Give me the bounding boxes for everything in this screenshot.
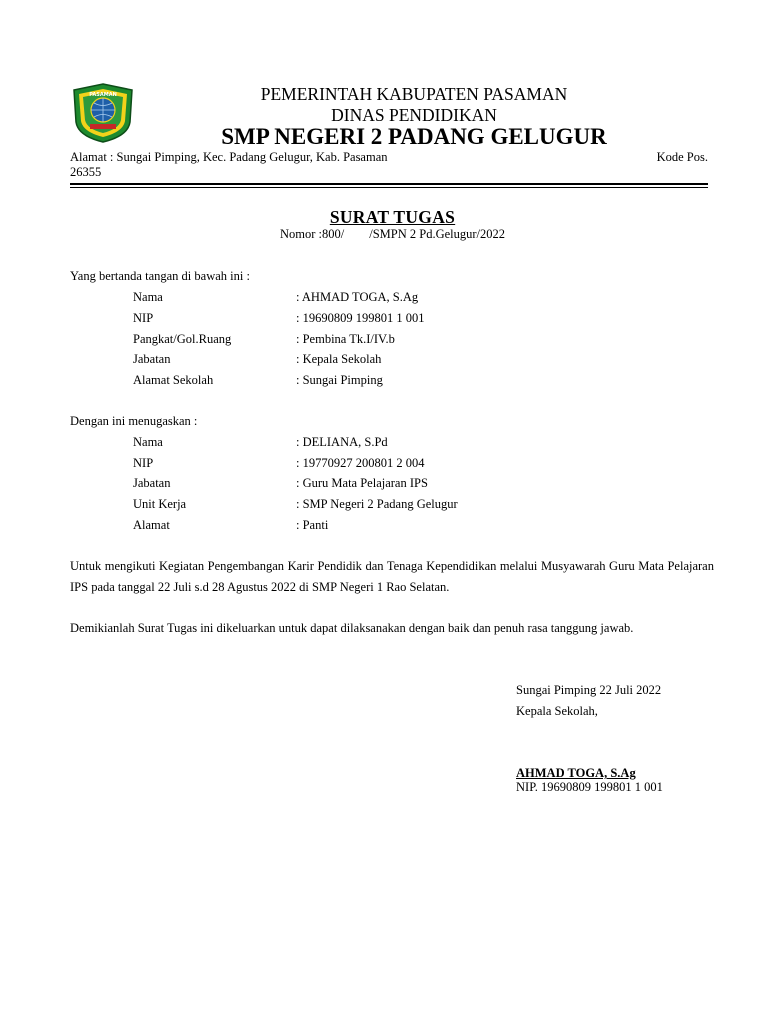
letterhead-divider-thin [70, 187, 708, 188]
signature-place-date: Sungai Pimping 22 Juli 2022 [516, 683, 662, 697]
assignee-value-unit: : SMP Negeri 2 Padang Gelugur [296, 497, 458, 511]
postal-label: Kode Pos. [656, 150, 708, 164]
school-name: SMP NEGERI 2 PADANG GELUGUR [221, 124, 607, 149]
assignee-label-unit: Unit Kerja [133, 497, 187, 511]
assignee-label-address: Alamat [133, 518, 170, 532]
address-text: Alamat : Sungai Pimping, Kec. Padang Gelugur, Kab. Pasaman [70, 150, 388, 164]
signer-label-position: Jabatan [133, 352, 171, 366]
assignee-label-name: Nama [133, 435, 163, 449]
assignee-intro: Dengan ini menugaskan : [70, 414, 198, 428]
signer-value-nip: : 19690809 199801 1 001 [296, 311, 425, 325]
assignee-label-nip: NIP [133, 456, 154, 470]
body-paragraph-2: Demikianlah Surat Tugas ini dikeluarkan untuk dapat dilaksanakan dengan baik dan penuh rasa tanggung jawab. [70, 621, 634, 635]
document-title: SURAT TUGAS [329, 207, 456, 227]
signature-name: AHMAD TOGA, S.Ag [516, 766, 636, 780]
signature-nip: NIP. 19690809 199801 1 001 [516, 780, 663, 794]
assignee-value-nip: : 19770927 200801 2 004 [296, 456, 425, 470]
postal-code: 26355 [70, 165, 102, 179]
letterhead-line-1: PEMERINTAH KABUPATEN PASAMAN [260, 84, 568, 104]
signer-value-name: : AHMAD TOGA, S.Ag [296, 290, 419, 304]
document-number: Nomor :800/ /SMPN 2 Pd.Gelugur/2022 [279, 227, 505, 241]
signer-label-nip: NIP [133, 311, 154, 325]
logo-lettering: PASAMAN [89, 92, 117, 98]
signer-label-school-address: Alamat Sekolah [133, 373, 214, 387]
assignee-label-position: Jabatan [133, 476, 171, 490]
body-paragraph-1: Untuk mengikuti Kegiatan Pengembangan Karir Pendidik dan Tenaga Kependidikan melalui Musyawarah Guru Mata Pelajaran IPS pada tanggal 22 Juli s.d 28 Agustus 2022 di SMP Negeri 1 Rao Selatan. [70, 559, 714, 594]
address-block [70, 150, 710, 180]
signer-intro: Yang bertanda tangan di bawah ini : [70, 269, 250, 283]
signer-label-rank: Pangkat/Gol.Ruang [133, 332, 232, 346]
letterhead-line-2: DINAS PENDIDIKAN [331, 105, 497, 125]
assignee-value-address: : Panti [296, 518, 329, 532]
signer-label-name: Nama [133, 290, 163, 304]
assignee-value-position: : Guru Mata Pelajaran IPS [296, 476, 428, 490]
letterhead-divider-thick [70, 183, 708, 185]
signer-value-school-address: : Sungai Pimping [296, 373, 383, 387]
signature-position: Kepala Sekolah, [516, 704, 598, 718]
assignee-value-name: : DELIANA, S.Pd [296, 435, 388, 449]
signer-value-position: : Kepala Sekolah [296, 352, 382, 366]
signer-value-rank: : Pembina Tk.I/IV.b [296, 332, 395, 346]
